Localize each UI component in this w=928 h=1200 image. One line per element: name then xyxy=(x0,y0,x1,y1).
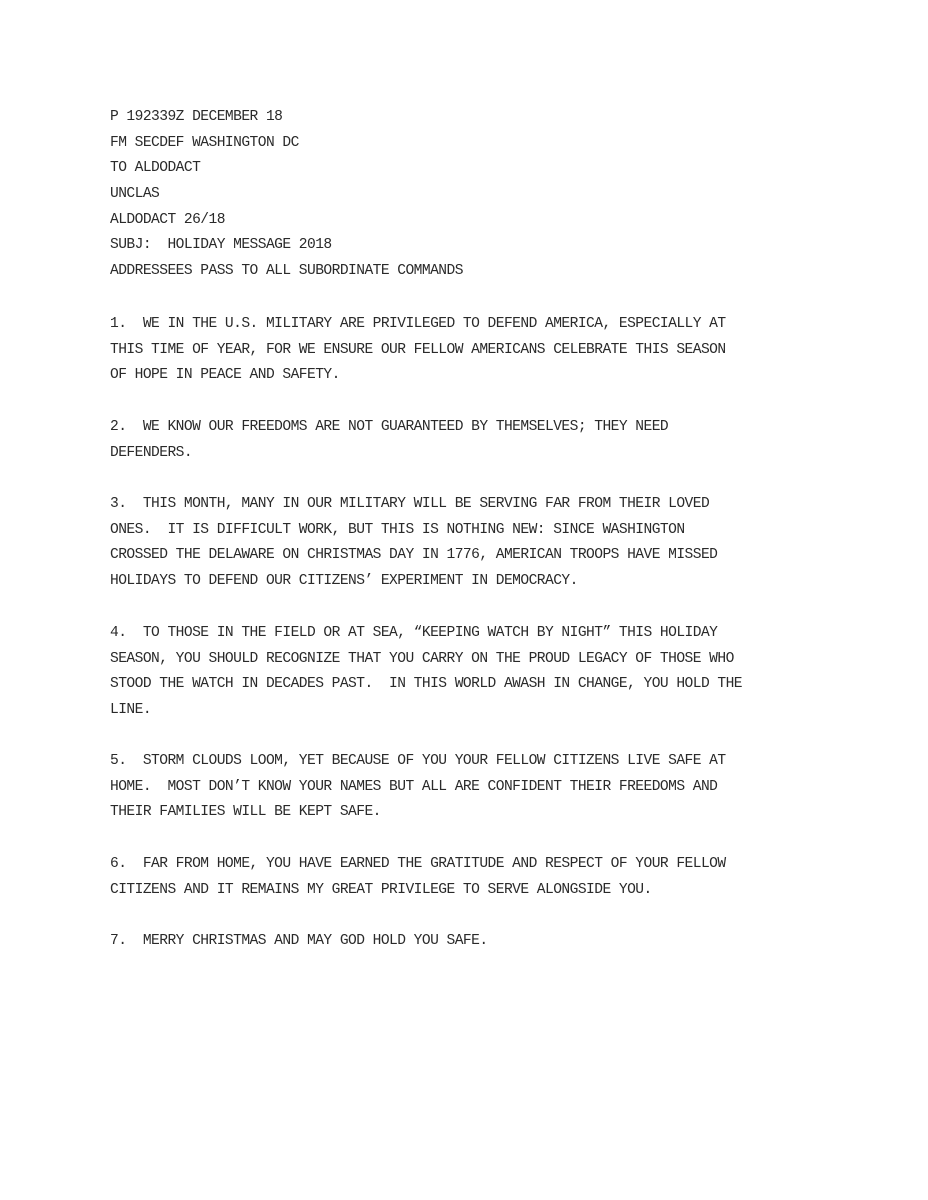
paragraph-line: 6. FAR FROM HOME, YOU HAVE EARNED THE GRATITUDE AND RESPECT OF YOUR FELLOW xyxy=(110,856,726,872)
paragraph-line: HOLIDAYS TO DEFEND OUR CITIZENS’ EXPERIMENT IN DEMOCRACY. xyxy=(110,573,578,590)
paragraph-line: CITIZENS AND IT REMAINS MY GREAT PRIVILEGE TO SERVE ALONGSIDE YOU. xyxy=(110,881,652,898)
paragraph-line: ONES. IT IS DIFFICULT WORK, BUT THIS IS NOTHING NEW: SINCE WASHINGTON xyxy=(110,521,685,538)
subject-line: SUBJ: HOLIDAY MESSAGE 2018 xyxy=(110,237,332,254)
paragraph-line: STOOD THE WATCH IN DECADES PAST. IN THIS WORLD AWASH IN CHANGE, YOU HOLD THE xyxy=(110,676,742,693)
to-line: TO ALDODACT xyxy=(110,160,201,177)
message-header xyxy=(110,105,850,285)
message-number-line: ALDODACT 26/18 xyxy=(110,211,225,228)
paragraph-line: 7. MERRY CHRISTMAS AND MAY GOD HOLD YOU SAFE. xyxy=(110,933,488,949)
paragraph-line: 1. WE IN THE U.S. MILITARY ARE PRIVILEGED TO DEFEND AMERICA, ESPECIALLY AT xyxy=(110,316,726,332)
paragraph-6 xyxy=(110,852,850,903)
paragraph-line: 2. WE KNOW OUR FREEDOMS ARE NOT GUARANTEED BY THEMSELVES; THEY NEED xyxy=(110,419,669,435)
paragraph-line: SEASON, YOU SHOULD RECOGNIZE THAT YOU CARRY ON THE PROUD LEGACY OF THOSE WHO xyxy=(110,650,734,667)
paragraph-line: THEIR FAMILIES WILL BE KEPT SAFE. xyxy=(110,804,381,821)
paragraph-line: THIS TIME OF YEAR, FOR WE ENSURE OUR FELLOW AMERICANS CELEBRATE THIS SEASON xyxy=(110,341,726,358)
paragraph-line: HOME. MOST DON’T KNOW YOUR NAMES BUT ALL ARE CONFIDENT THEIR FREEDOMS AND xyxy=(110,778,718,795)
paragraph-line: 3. THIS MONTH, MANY IN OUR MILITARY WILL BE SERVING FAR FROM THEIR LOVED xyxy=(110,496,710,512)
date-time-group: P 192339Z DECEMBER 18 xyxy=(110,109,283,125)
paragraph-line: CROSSED THE DELAWARE ON CHRISTMAS DAY IN 1776, AMERICAN TROOPS HAVE MISSED xyxy=(110,547,718,564)
paragraph-line: DEFENDERS. xyxy=(110,444,193,461)
paragraph-2 xyxy=(110,415,850,466)
paragraph-line: OF HOPE IN PEACE AND SAFETY. xyxy=(110,367,340,384)
paragraph-5 xyxy=(110,749,850,826)
paragraph-7 xyxy=(110,929,850,955)
paragraph-1 xyxy=(110,312,850,389)
paragraph-line: LINE. xyxy=(110,702,152,719)
classification-line: UNCLAS xyxy=(110,186,160,203)
from-line: FM SECDEF WASHINGTON DC xyxy=(110,134,299,151)
paragraph-4 xyxy=(110,621,850,724)
instruction-line: ADDRESSEES PASS TO ALL SUBORDINATE COMMANDS xyxy=(110,263,463,280)
paragraph-line: 4. TO THOSE IN THE FIELD OR AT SEA, “KEEPING WATCH BY NIGHT” THIS HOLIDAY xyxy=(110,625,718,641)
paragraph-line: 5. STORM CLOUDS LOOM, YET BECAUSE OF YOU YOUR FELLOW CITIZENS LIVE SAFE AT xyxy=(110,753,726,769)
paragraph-3 xyxy=(110,492,850,595)
